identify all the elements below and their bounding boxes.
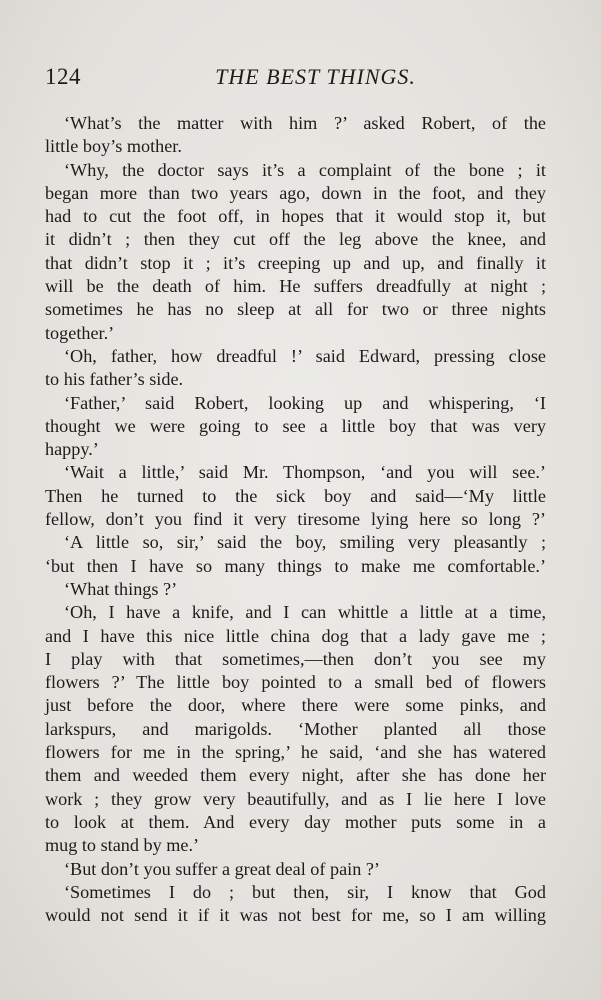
text-line: work ; they grow very beautifully, and as I lie here I love — [45, 788, 546, 809]
text-line: it didn’t ; then they cut off the leg above the knee, and — [45, 229, 546, 250]
text-line: them and weeded them every night, after she has done her — [45, 765, 546, 786]
text-line: fellow, don’t you find it very tiresome lying here so long ?’ — [45, 509, 546, 530]
text-line: that didn’t stop it ; it’s creeping up and up, and finally it — [45, 252, 546, 273]
text-line: would not send it if it was not best for me, so I am willing — [45, 905, 546, 926]
text-line: little boy’s mother. — [45, 136, 182, 157]
text-line: and I have this nice little china dog that a lady gave me ; — [45, 625, 546, 646]
text-line: flowers ?’ The little boy pointed to a small bed of flowers — [45, 672, 546, 693]
text-line: flowers for me in the spring,’ he said, ‘and she has watered — [45, 742, 546, 763]
text-line: mug to stand by me.’ — [45, 835, 200, 856]
text-line: happy.’ — [45, 439, 99, 460]
running-head: THE BEST THINGS. — [215, 64, 416, 89]
text-line: ‘but then I have so many things to make me comfortable.’ — [45, 555, 546, 576]
text-line: ‘Oh, I have a knife, and I can whittle a little at a time, — [64, 602, 546, 623]
text-line: I play with that sometimes,—then don’t you see my — [45, 648, 546, 669]
text-line: ‘Why, the doctor says it’s a complaint of the bone ; it — [64, 159, 546, 180]
body-text — [45, 112, 546, 927]
text-line: together.’ — [45, 322, 115, 343]
text-line: just before the door, where there were some pinks, and — [45, 695, 546, 716]
text-line: sometimes he has no sleep at all for two or three nights — [45, 299, 546, 320]
text-line: had to cut the foot off, in hopes that it would stop it, but — [45, 206, 546, 227]
text-line: Then he turned to the sick boy and said—‘My little — [45, 485, 546, 506]
text-line: to his father’s side. — [45, 369, 184, 390]
text-line: ‘What things ?’ — [64, 578, 178, 599]
text-line: began more than two years ago, down in the foot, and they — [45, 182, 546, 203]
text-line: ‘Father,’ said Robert, looking up and whispering, ‘I — [64, 392, 546, 413]
text-line: ‘What’s the matter with him ?’ asked Robert, of the — [64, 113, 546, 133]
text-line: ‘Oh, father, how dreadful !’ said Edward, pressing close — [64, 345, 546, 366]
text-line: will be the death of him. He suffers dreadfully at night ; — [45, 276, 546, 297]
text-line: to look at them. And every day mother puts some in a — [45, 811, 546, 832]
text-line: larkspurs, and marigolds. ‘Mother planted all those — [45, 718, 546, 739]
text-line: ‘But don’t you suffer a great deal of pain ?’ — [64, 858, 380, 879]
text-line: ‘Wait a little,’ said Mr. Thompson, ‘and you will see.’ — [64, 462, 546, 483]
text-line: ‘A little so, sir,’ said the boy, smiling very pleasantly ; — [64, 532, 546, 553]
page-number: 124 — [45, 64, 81, 89]
text-line: ‘Sometimes I do ; but then, sir, I know that God — [64, 881, 546, 902]
text-line: thought we were going to see a little boy that was very — [45, 415, 546, 436]
page-header — [45, 64, 546, 94]
